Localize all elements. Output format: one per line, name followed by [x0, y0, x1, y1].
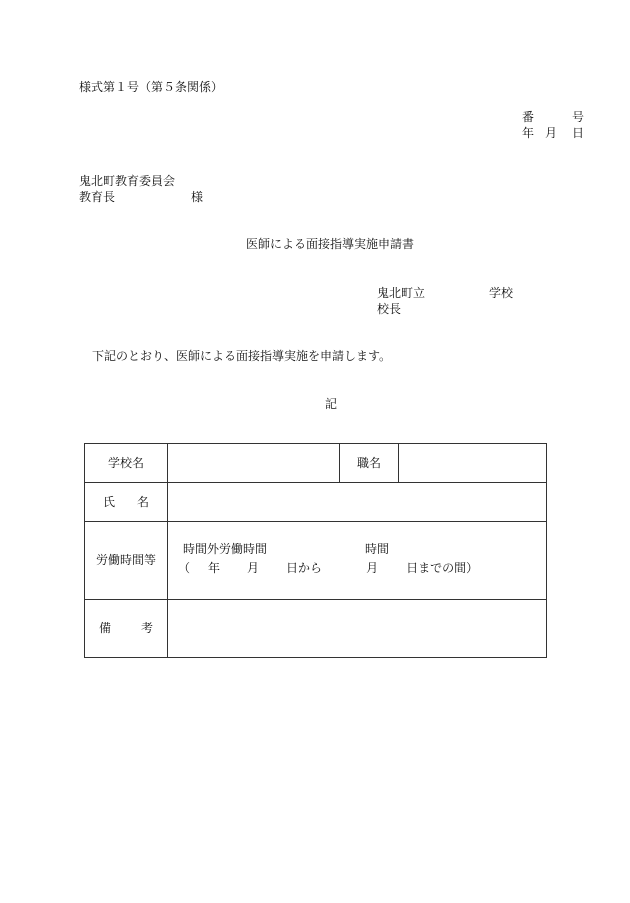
work-hours-label: 労働時間等 — [85, 522, 168, 600]
paren-open: （ — [178, 560, 191, 575]
period-line — [178, 561, 546, 580]
ki-heading: 記 — [324, 397, 337, 411]
period-month: 月 — [247, 560, 260, 575]
position-label: 職名 — [340, 444, 399, 483]
sender-school-suffix: 学校 — [489, 286, 514, 300]
period-day-until: 日までの間） — [406, 560, 479, 575]
school-name-label: 学校名 — [85, 444, 168, 483]
period-day-from: 日から — [286, 560, 323, 575]
position-field[interactable] — [399, 444, 547, 483]
intro-text: 下記のとおり、医師による面接指導実施を申請します。 — [92, 349, 392, 363]
reference-block — [522, 110, 584, 142]
addressee-honorific: 様 — [191, 190, 204, 204]
hours-unit: 時間 — [365, 541, 390, 556]
school-name-field[interactable] — [168, 444, 340, 483]
name-field[interactable] — [168, 483, 547, 522]
ref-number-suffix: 号 — [571, 110, 584, 124]
period-month-2: 月 — [366, 560, 379, 575]
sender-school — [377, 286, 513, 302]
date-year: 年 — [522, 126, 535, 140]
remarks-field[interactable] — [168, 600, 547, 658]
overtime-line — [178, 542, 546, 561]
addressee — [79, 174, 203, 206]
date-row — [522, 126, 584, 142]
addressee-organization: 鬼北町教育委員会 — [79, 174, 176, 188]
table-row-name — [85, 483, 547, 522]
ref-number-label: 番 — [522, 110, 535, 124]
sender-town-prefix: 鬼北町立 — [377, 286, 426, 300]
form-number: 様式第１号（第５条関係） — [79, 80, 224, 94]
table-row-remarks — [85, 600, 547, 658]
table-row-school — [85, 444, 547, 483]
addressee-recipient — [79, 190, 203, 206]
work-hours-field[interactable] — [168, 522, 547, 600]
name-label: 氏 名 — [85, 483, 168, 522]
table-row-work-hours — [85, 522, 547, 600]
sender-principal: 校長 — [377, 302, 402, 316]
application-table — [84, 443, 547, 658]
remarks-label: 備 考 — [85, 600, 168, 658]
overtime-label: 時間外労働時間 — [183, 541, 268, 556]
sender — [377, 286, 513, 318]
document-title: 医師による面接指導実施申請書 — [245, 237, 414, 251]
period-year: 年 — [208, 560, 221, 575]
date-month: 月 — [545, 126, 558, 140]
reference-number-row — [522, 110, 584, 126]
addressee-title: 教育長 — [79, 190, 116, 204]
date-day: 日 — [572, 126, 585, 140]
